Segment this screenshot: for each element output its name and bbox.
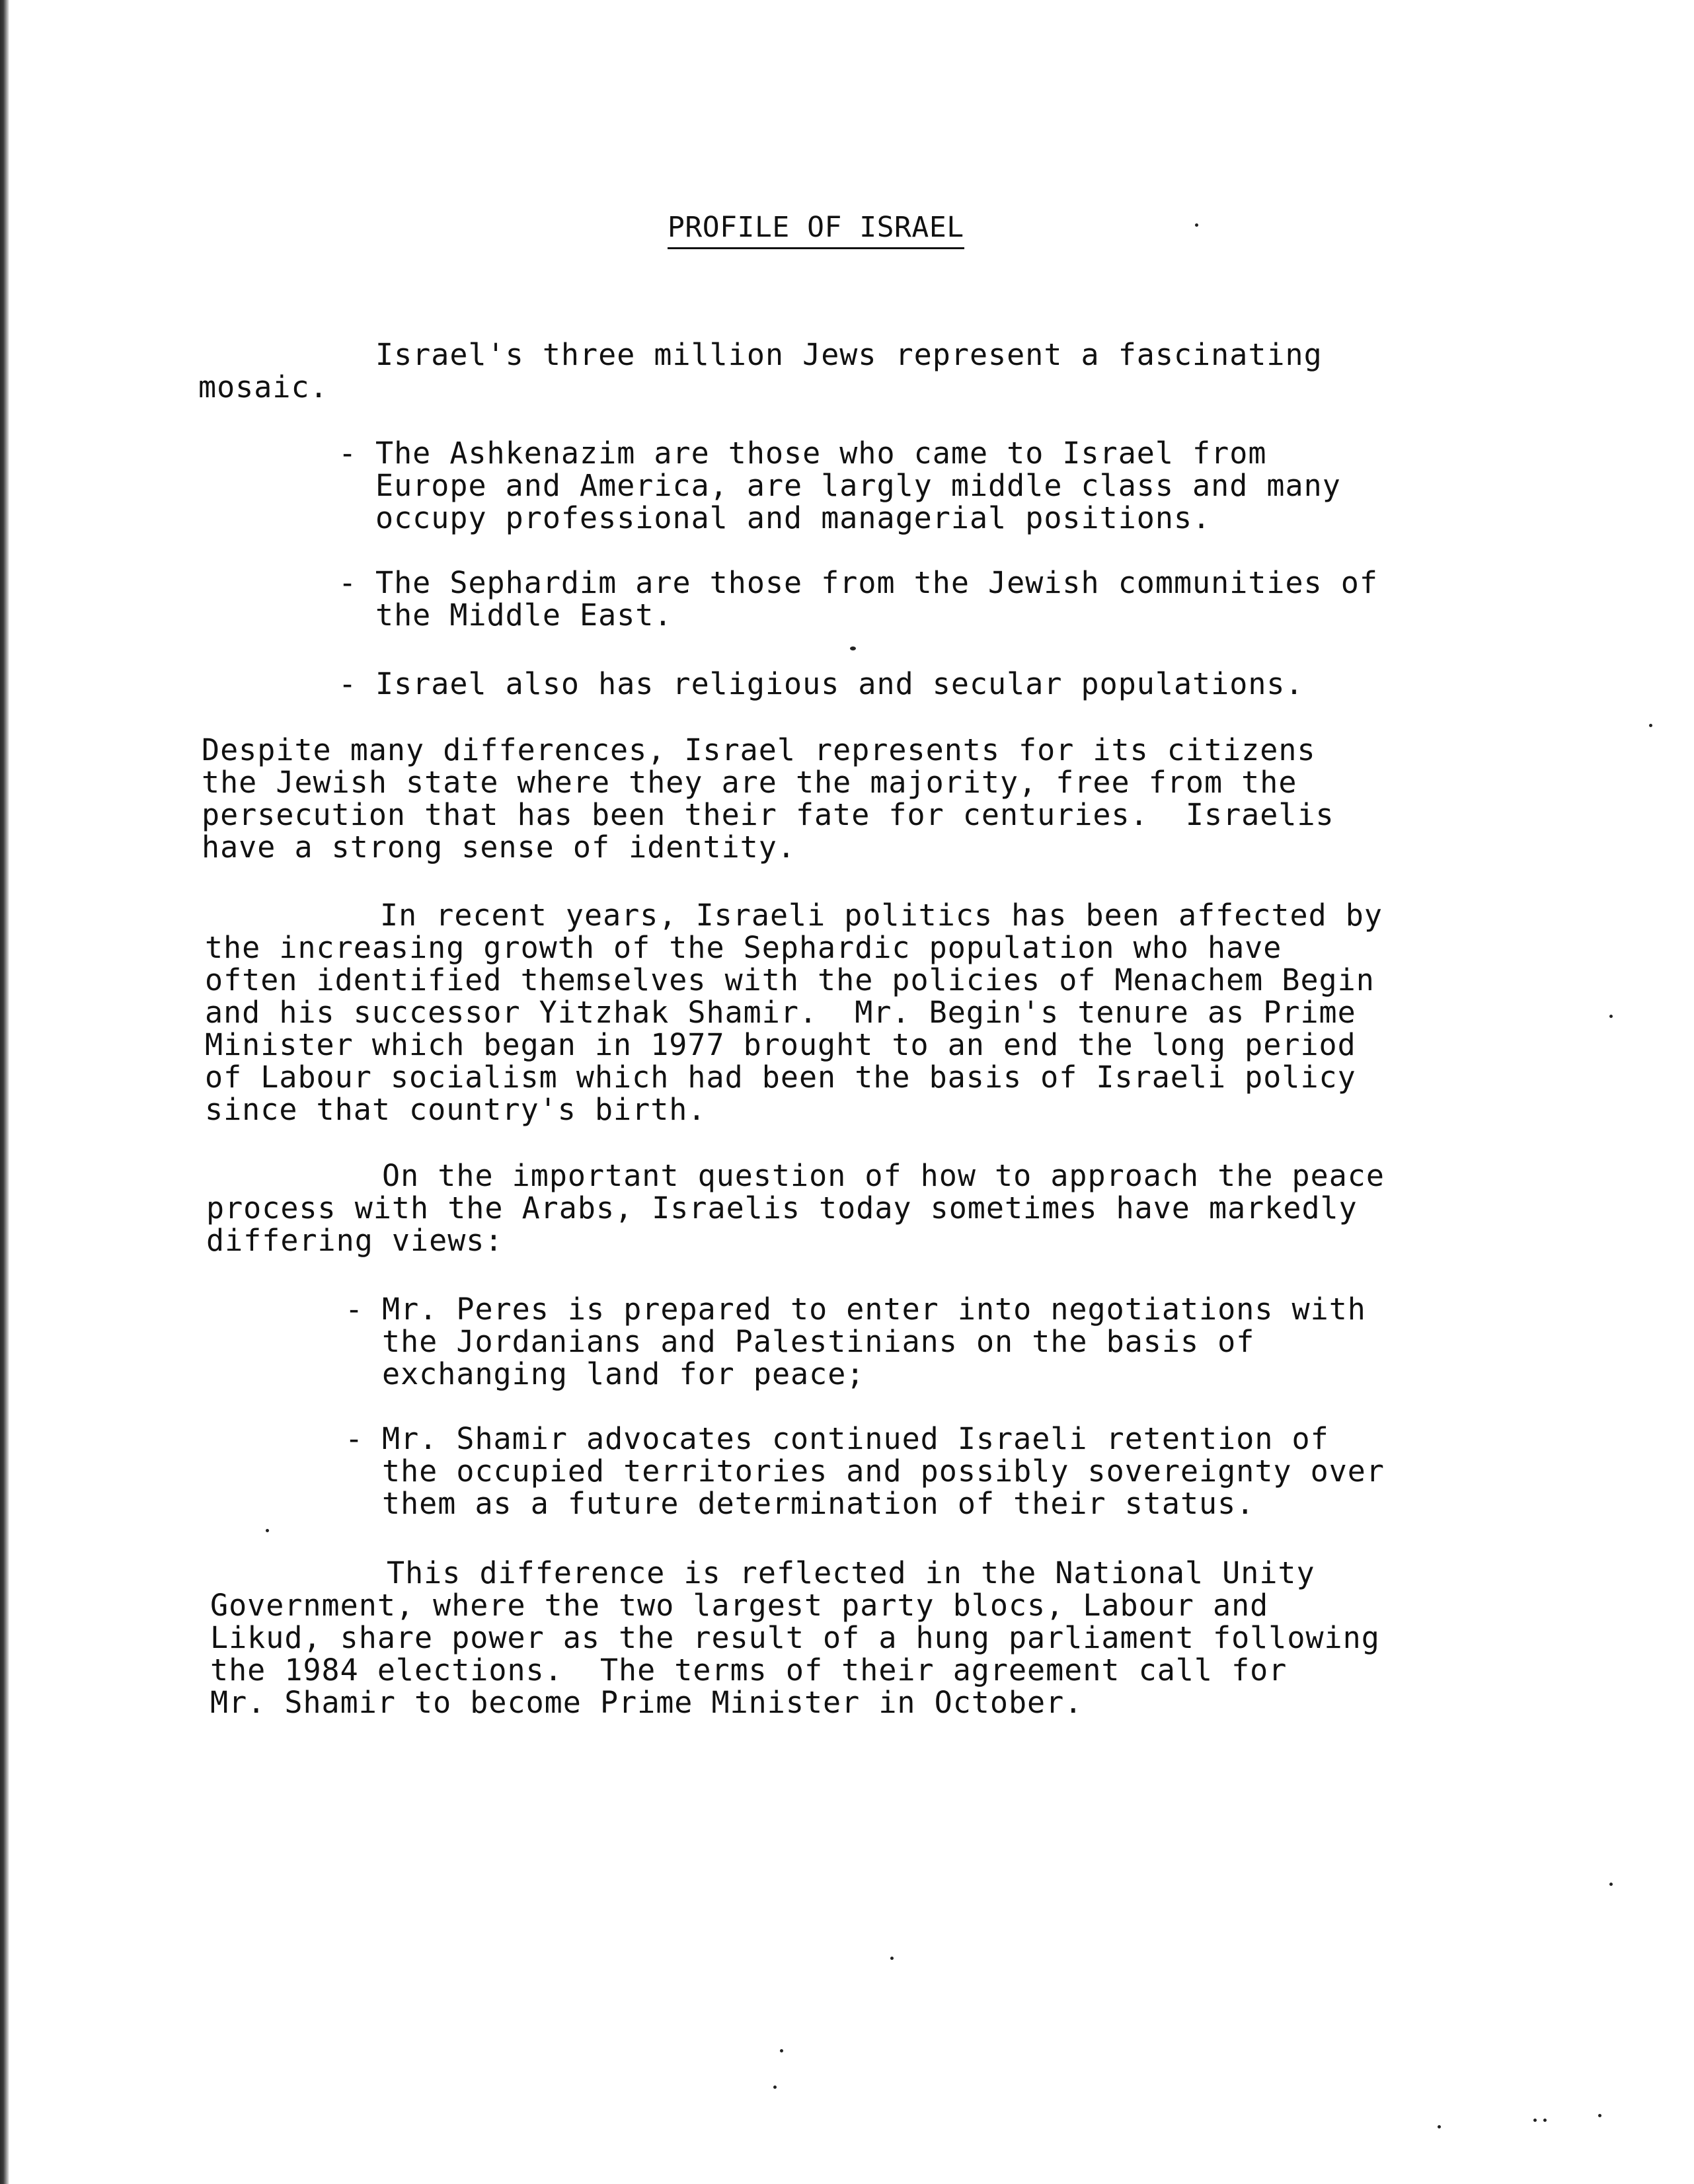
para2-line-3: persecution that has been their fate for centuries. Israelis — [202, 797, 1334, 832]
para2-line-4: have a strong sense of identity. — [202, 830, 796, 865]
para2-line-2: the Jewish state where they are the majority, free from the — [202, 765, 1297, 800]
scan-speck — [1598, 2114, 1601, 2117]
para5-line-5: Mr. Shamir to become Prime Minister in October. — [210, 1685, 1083, 1720]
scan-speck — [890, 1957, 894, 1960]
bullet-dash: - — [345, 1292, 364, 1327]
bullet-line: Europe and America, are largly middle class and many — [375, 468, 1341, 503]
bullet-line: exchanging land for peace; — [382, 1356, 865, 1391]
scan-speck — [1649, 724, 1652, 727]
page-title: PROFILE OF ISRAEL — [668, 210, 964, 249]
para4-line-2: process with the Arabs, Israelis today sometimes have markedly — [206, 1190, 1358, 1226]
bullet-dash: - — [345, 1421, 364, 1456]
para3-line-2: the increasing growth of the Sephardic population who have — [205, 930, 1282, 965]
scan-edge — [0, 0, 9, 2184]
bullet-line: Mr. Peres is prepared to enter into negotiations with — [382, 1292, 1366, 1327]
para3-line-7: since that country's birth. — [205, 1092, 707, 1127]
scan-speck — [1609, 1883, 1613, 1886]
para1-line-1: Israel's three million Jews represent a fascinating — [375, 337, 1323, 372]
scan-speck — [780, 2049, 783, 2052]
bullet-line: Mr. Shamir advocates continued Israeli retention of — [382, 1421, 1329, 1456]
scan-speck — [1533, 2119, 1537, 2122]
bullet-line: the Jordanians and Palestinians on the basis of — [382, 1324, 1255, 1359]
bullet-dash: - — [338, 436, 357, 471]
para3-line-4: and his successor Yitzhak Shamir. Mr. Begin's tenure as Prime — [205, 995, 1356, 1030]
bullet-line: The Ashkenazim are those who came to Israel from — [375, 436, 1267, 471]
scan-speck — [1609, 1015, 1613, 1018]
scan-speck — [1438, 2125, 1441, 2128]
scan-speck — [266, 1529, 269, 1532]
para3-line-5: Minister which began in 1977 brought to an end the long period — [205, 1027, 1356, 1062]
para5-line-4: the 1984 elections. The terms of their agreement call for — [210, 1653, 1288, 1688]
para5-line-3: Likud, share power as the result of a hung parliament following — [210, 1620, 1380, 1655]
scan-speck — [850, 646, 856, 650]
bullet-line: Israel also has religious and secular populations. — [375, 666, 1304, 701]
bullet-line: the Middle East. — [375, 598, 673, 633]
para1-line-2: mosaic. — [198, 370, 328, 405]
para3-line-3: often identified themselves with the policies of Menachem Begin — [205, 962, 1375, 997]
bullet-line: the occupied territories and possibly sovereignty over — [382, 1454, 1385, 1489]
scan-speck — [773, 2086, 777, 2089]
bullet-line: The Sephardim are those from the Jewish communities of — [375, 565, 1378, 600]
para5-line-1: This difference is reflected in the National Unity — [387, 1555, 1315, 1590]
para4-line-1: On the important question of how to approach the peace — [382, 1158, 1385, 1193]
bullet-line: occupy professional and managerial positions. — [375, 500, 1212, 535]
scan-speck — [1543, 2119, 1547, 2122]
bullet-line: them as a future determination of their status. — [382, 1486, 1255, 1521]
bullet-dash: - — [338, 565, 357, 600]
bullet-dash: - — [338, 666, 357, 701]
scan-speck — [1195, 223, 1198, 227]
para4-line-3: differing views: — [206, 1223, 504, 1258]
para2-line-1: Despite many differences, Israel represents for its citizens — [202, 732, 1316, 767]
para5-line-2: Government, where the two largest party blocs, Labour and — [210, 1588, 1269, 1623]
para3-line-1: In recent years, Israeli politics has been affected by — [380, 898, 1383, 933]
para3-line-6: of Labour socialism which had been the basis of Israeli policy — [205, 1060, 1356, 1095]
